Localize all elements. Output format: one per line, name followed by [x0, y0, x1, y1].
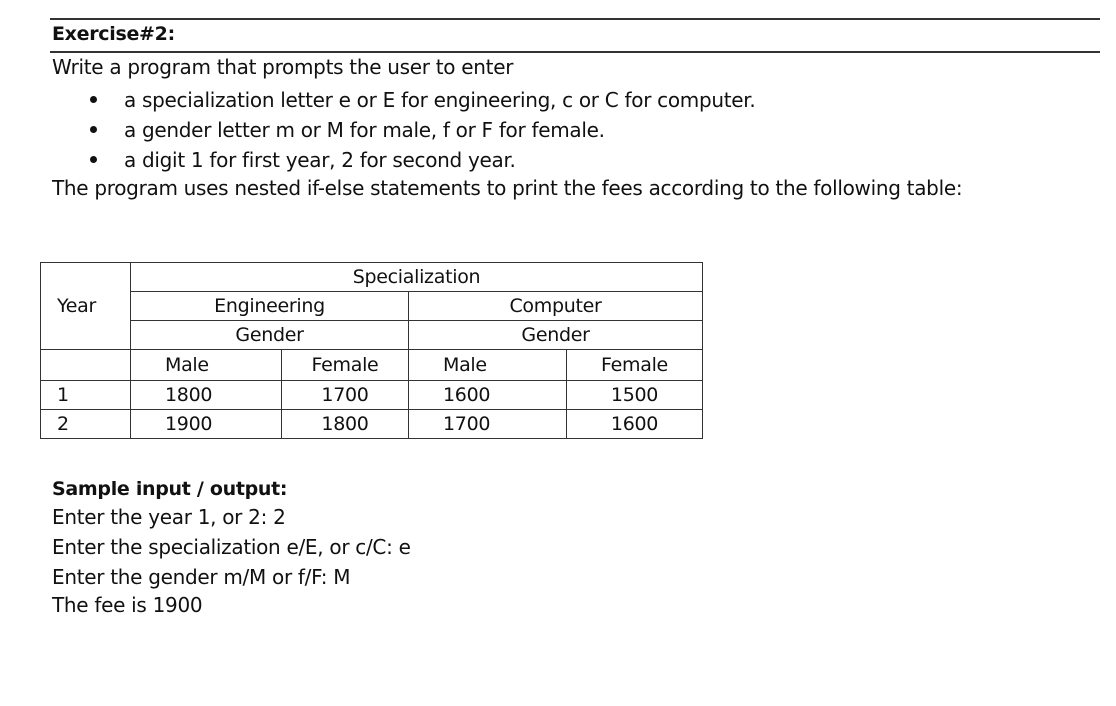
comp-female-fee: 1600 [567, 410, 703, 439]
year-cell: 1 [41, 381, 131, 410]
list-item [86, 145, 755, 175]
list-item [86, 115, 755, 145]
exercise-title: Exercise#2: [52, 23, 175, 45]
list-item-text: a specialization letter e or E for engineering, c or C for computer. [124, 88, 756, 112]
comp-female-fee: 1500 [567, 381, 703, 410]
sample-line: The fee is 1900 [52, 593, 203, 617]
engineering-gender-header: Gender [131, 321, 409, 350]
eng-female-header: Female [282, 350, 409, 381]
eng-male-header: Male [131, 350, 282, 381]
top-rule [50, 18, 1100, 20]
eng-male-fee: 1900 [131, 410, 282, 439]
specialization-header: Specialization [131, 263, 703, 292]
sample-line: Enter the specialization e/E, or c/C: e [52, 535, 411, 559]
table-row [41, 350, 703, 381]
year-header: Year [41, 263, 131, 350]
program-description: The program uses nested if-else statements to print the fees according to the following table: [52, 176, 963, 200]
computer-header: Computer [409, 292, 703, 321]
comp-male-header: Male [409, 350, 567, 381]
table-row [41, 381, 703, 410]
title-underline [50, 51, 1100, 53]
sample-line: Enter the gender m/M or f/F: M [52, 565, 351, 589]
eng-male-fee: 1800 [131, 381, 282, 410]
table-row [41, 410, 703, 439]
list-item-text: a gender letter m or M for male, f or F for female. [124, 118, 605, 142]
sample-title: Sample input / output: [52, 478, 288, 500]
requirement-list [86, 85, 755, 175]
table-row [41, 263, 703, 292]
list-item-text: a digit 1 for first year, 2 for second year. [124, 148, 516, 172]
comp-male-fee: 1600 [409, 381, 567, 410]
empty-cell [41, 350, 131, 381]
fees-table [40, 262, 703, 439]
table-row [41, 292, 703, 321]
eng-female-fee: 1800 [282, 410, 409, 439]
comp-male-fee: 1700 [409, 410, 567, 439]
bullet-icon [90, 156, 97, 163]
bullet-icon [90, 126, 97, 133]
engineering-header: Engineering [131, 292, 409, 321]
bullet-icon [90, 96, 97, 103]
intro-text: Write a program that prompts the user to enter [52, 55, 514, 79]
table-row [41, 321, 703, 350]
eng-female-fee: 1700 [282, 381, 409, 410]
sample-line: Enter the year 1, or 2: 2 [52, 505, 286, 529]
computer-gender-header: Gender [409, 321, 703, 350]
year-cell: 2 [41, 410, 131, 439]
comp-female-header: Female [567, 350, 703, 381]
list-item [86, 85, 755, 115]
